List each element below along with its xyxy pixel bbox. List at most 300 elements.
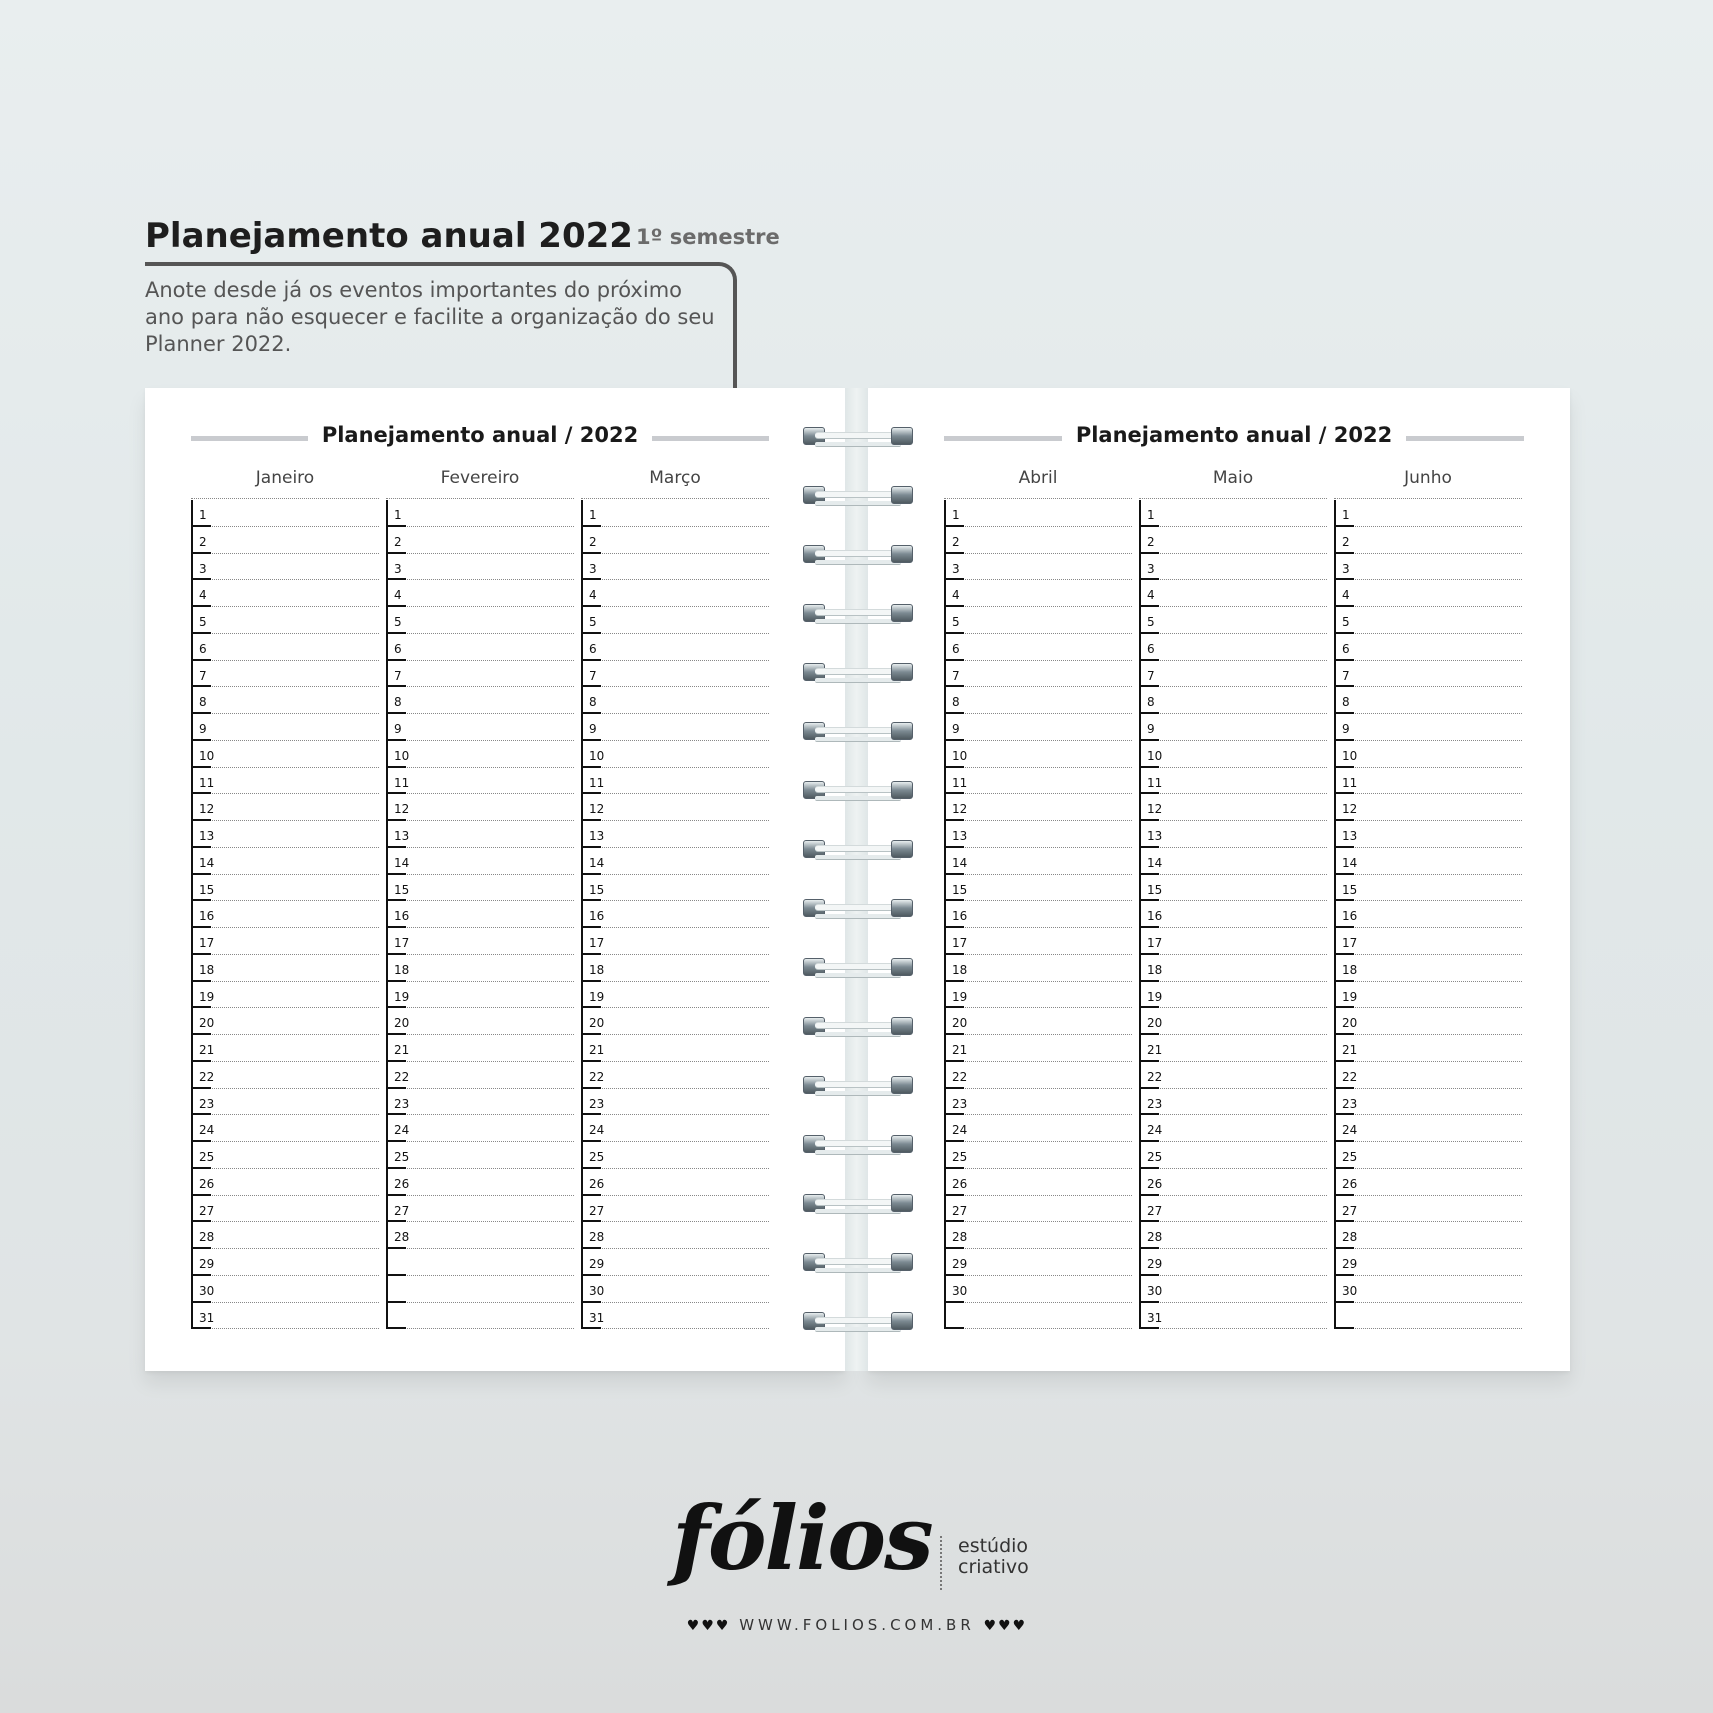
day-row[interactable]: [944, 500, 1132, 527]
day-row[interactable]: [1139, 1169, 1327, 1196]
day-row[interactable]: [581, 901, 769, 928]
day-row[interactable]: [191, 794, 379, 821]
ring-wire: [815, 845, 901, 852]
day-row[interactable]: [1139, 607, 1327, 634]
day-row[interactable]: [944, 1115, 1132, 1142]
day-row[interactable]: [1334, 1196, 1522, 1223]
day-row[interactable]: [581, 1276, 769, 1303]
day-row[interactable]: [191, 1089, 379, 1116]
day-row[interactable]: [191, 1115, 379, 1142]
day-number: 24: [1334, 1115, 1354, 1142]
day-row[interactable]: [191, 848, 379, 875]
day-row[interactable]: [1139, 1035, 1327, 1062]
day-number: [386, 1249, 406, 1276]
day-number: 5: [1334, 607, 1354, 634]
day-row[interactable]: [944, 955, 1132, 982]
month-name: Fevereiro: [440, 468, 520, 488]
day-row[interactable]: [386, 1089, 574, 1116]
day-number: 14: [1139, 848, 1159, 875]
day-row[interactable]: [1334, 982, 1522, 1009]
day-number: 26: [1139, 1169, 1159, 1196]
ring-cap: [891, 1135, 913, 1153]
day-row[interactable]: [581, 554, 769, 581]
day-row[interactable]: [191, 1169, 379, 1196]
day-row[interactable]: [1139, 661, 1327, 688]
day-number: 4: [1334, 580, 1354, 607]
day-row[interactable]: [386, 1169, 574, 1196]
day-number: 25: [1139, 1142, 1159, 1169]
day-number: 29: [581, 1249, 601, 1276]
day-row[interactable]: [386, 1035, 574, 1062]
day-row[interactable]: [1139, 741, 1327, 768]
day-row[interactable]: [581, 527, 769, 554]
day-row[interactable]: [191, 554, 379, 581]
day-row[interactable]: [944, 527, 1132, 554]
day-row[interactable]: [1139, 1276, 1327, 1303]
day-list: [386, 500, 574, 1329]
spiral-ring-icon: [803, 1074, 913, 1096]
day-row[interactable]: [1334, 687, 1522, 714]
day-row[interactable]: [944, 848, 1132, 875]
day-number: 17: [1139, 928, 1159, 955]
day-row[interactable]: [1139, 1008, 1327, 1035]
day-number: [386, 1276, 406, 1303]
day-row[interactable]: [191, 928, 379, 955]
heading-rule: [944, 436, 1062, 441]
heading-rule: [652, 436, 769, 441]
day-row[interactable]: [581, 1222, 769, 1249]
day-row[interactable]: [191, 955, 379, 982]
day-number: 18: [1334, 955, 1354, 982]
spiral-ring-icon: [803, 897, 913, 919]
day-row[interactable]: [191, 768, 379, 795]
day-row[interactable]: [1334, 1142, 1522, 1169]
day-row[interactable]: [581, 928, 769, 955]
day-row[interactable]: [386, 1115, 574, 1142]
day-row[interactable]: [1139, 1062, 1327, 1089]
day-row[interactable]: [386, 848, 574, 875]
day-list-top-rule: [386, 498, 574, 499]
day-number: 16: [1139, 901, 1159, 928]
day-row[interactable]: [944, 687, 1132, 714]
day-row[interactable]: [944, 1089, 1132, 1116]
day-row[interactable]: [386, 1249, 574, 1276]
day-number: 18: [1139, 955, 1159, 982]
ring-wire: [815, 904, 901, 911]
day-number: 11: [1139, 768, 1159, 795]
day-row[interactable]: [944, 1169, 1132, 1196]
day-row[interactable]: [191, 687, 379, 714]
day-row[interactable]: [581, 634, 769, 661]
day-row[interactable]: [386, 955, 574, 982]
day-number: 3: [1139, 554, 1159, 581]
spiral-ring-icon: [803, 720, 913, 742]
day-row[interactable]: [944, 821, 1132, 848]
day-row[interactable]: [1334, 500, 1522, 527]
day-row[interactable]: [386, 1222, 574, 1249]
day-row[interactable]: [1334, 928, 1522, 955]
day-row[interactable]: [386, 1196, 574, 1223]
day-number: 25: [386, 1142, 406, 1169]
day-row[interactable]: [581, 661, 769, 688]
day-row[interactable]: [1139, 1303, 1327, 1330]
day-list: [1139, 500, 1327, 1329]
day-row[interactable]: [1334, 580, 1522, 607]
ring-wire: [815, 1209, 901, 1214]
day-row[interactable]: [581, 1089, 769, 1116]
day-row[interactable]: [191, 1222, 379, 1249]
day-row[interactable]: [386, 1008, 574, 1035]
day-row[interactable]: [386, 901, 574, 928]
day-number: 16: [191, 901, 211, 928]
ring-wire: [815, 550, 901, 557]
day-row[interactable]: [1139, 1142, 1327, 1169]
day-row[interactable]: [581, 607, 769, 634]
day-row[interactable]: [191, 1062, 379, 1089]
day-row[interactable]: [386, 661, 574, 688]
day-row[interactable]: [386, 821, 574, 848]
day-row[interactable]: [191, 714, 379, 741]
day-row[interactable]: [1139, 714, 1327, 741]
day-row[interactable]: [1334, 554, 1522, 581]
ring-wire: [815, 1199, 901, 1206]
spiral-ring-icon: [803, 1192, 913, 1214]
day-row[interactable]: [1139, 982, 1327, 1009]
day-row[interactable]: [386, 580, 574, 607]
day-number: 23: [1334, 1089, 1354, 1116]
day-row[interactable]: [944, 1008, 1132, 1035]
day-row[interactable]: [1334, 1276, 1522, 1303]
day-row[interactable]: [581, 1196, 769, 1223]
day-number: 29: [191, 1249, 211, 1276]
ring-wire: [815, 609, 901, 616]
day-number: 2: [581, 527, 601, 554]
day-row[interactable]: [944, 901, 1132, 928]
day-row[interactable]: [1334, 661, 1522, 688]
day-row[interactable]: [1139, 955, 1327, 982]
day-row[interactable]: [944, 554, 1132, 581]
ring-wire: [815, 963, 901, 970]
day-row[interactable]: [1334, 634, 1522, 661]
day-row[interactable]: [944, 928, 1132, 955]
day-row[interactable]: [581, 1303, 769, 1330]
header-subtitle: 1º semestre: [636, 225, 780, 249]
ring-cap: [891, 1017, 913, 1035]
spiral-ring-icon: [803, 425, 913, 447]
day-number: 5: [1139, 607, 1159, 634]
day-number: 12: [944, 794, 964, 821]
day-number: 27: [581, 1196, 601, 1223]
day-number: 6: [386, 634, 406, 661]
day-number: 23: [1139, 1089, 1159, 1116]
ring-wire: [815, 796, 901, 801]
day-row[interactable]: [1139, 1249, 1327, 1276]
day-number: 11: [581, 768, 601, 795]
day-row[interactable]: [1334, 1089, 1522, 1116]
heading-rule: [191, 436, 308, 441]
day-number: 7: [191, 661, 211, 688]
day-row[interactable]: [191, 741, 379, 768]
ring-cap: [891, 1253, 913, 1271]
day-row[interactable]: [1334, 1169, 1522, 1196]
day-number: 19: [1334, 982, 1354, 1009]
day-row[interactable]: [944, 875, 1132, 902]
day-row[interactable]: [1334, 1115, 1522, 1142]
ring-cap: [891, 722, 913, 740]
ring-cap: [891, 545, 913, 563]
day-row[interactable]: [386, 1303, 574, 1330]
day-row[interactable]: [581, 687, 769, 714]
day-number: 23: [191, 1089, 211, 1116]
day-row[interactable]: [1139, 901, 1327, 928]
day-row[interactable]: [581, 1062, 769, 1089]
day-row[interactable]: [1139, 1222, 1327, 1249]
day-row[interactable]: [1334, 768, 1522, 795]
day-row[interactable]: [191, 982, 379, 1009]
ring-cap: [891, 604, 913, 622]
day-row[interactable]: [191, 1276, 379, 1303]
day-row[interactable]: [581, 500, 769, 527]
day-row[interactable]: [191, 1142, 379, 1169]
day-row[interactable]: [581, 982, 769, 1009]
day-row[interactable]: [1139, 928, 1327, 955]
day-number: [386, 1303, 406, 1330]
day-row[interactable]: [191, 1035, 379, 1062]
day-number: 22: [1334, 1062, 1354, 1089]
day-number: 5: [944, 607, 964, 634]
day-row[interactable]: [1334, 1035, 1522, 1062]
day-row[interactable]: [191, 1303, 379, 1330]
day-row[interactable]: [581, 875, 769, 902]
day-number: 12: [1334, 794, 1354, 821]
day-row[interactable]: [1139, 821, 1327, 848]
day-row[interactable]: [386, 794, 574, 821]
day-row[interactable]: [581, 1249, 769, 1276]
day-row[interactable]: [1334, 527, 1522, 554]
day-row[interactable]: [191, 607, 379, 634]
day-row[interactable]: [944, 661, 1132, 688]
day-row[interactable]: [386, 634, 574, 661]
day-row[interactable]: [581, 1142, 769, 1169]
day-number: 13: [944, 821, 964, 848]
day-number: 11: [1334, 768, 1354, 795]
day-number: 4: [191, 580, 211, 607]
day-list: [944, 500, 1132, 1329]
day-row[interactable]: [1334, 1222, 1522, 1249]
day-row[interactable]: [191, 875, 379, 902]
day-number: 6: [191, 634, 211, 661]
day-number: 4: [386, 580, 406, 607]
day-row[interactable]: [944, 1196, 1132, 1223]
day-row[interactable]: [581, 821, 769, 848]
spiral-ring-icon: [803, 661, 913, 683]
day-row[interactable]: [1139, 687, 1327, 714]
day-row[interactable]: [1334, 607, 1522, 634]
day-number: 17: [1334, 928, 1354, 955]
ring-cap: [891, 1312, 913, 1330]
day-row[interactable]: [386, 741, 574, 768]
day-row[interactable]: [386, 687, 574, 714]
day-number: 13: [1334, 821, 1354, 848]
day-row[interactable]: [944, 794, 1132, 821]
day-row[interactable]: [1139, 580, 1327, 607]
day-row[interactable]: [1139, 500, 1327, 527]
day-list-top-rule: [191, 498, 379, 499]
day-row[interactable]: [386, 875, 574, 902]
day-number: 3: [386, 554, 406, 581]
spiral-ring-icon: [803, 779, 913, 801]
day-row[interactable]: [944, 1249, 1132, 1276]
day-number: 14: [581, 848, 601, 875]
day-number: 1: [191, 500, 211, 527]
day-row[interactable]: [191, 661, 379, 688]
day-row[interactable]: [1334, 848, 1522, 875]
day-row[interactable]: [1139, 554, 1327, 581]
day-number: 21: [944, 1035, 964, 1062]
day-row[interactable]: [386, 607, 574, 634]
day-row[interactable]: [581, 1008, 769, 1035]
day-row[interactable]: [1334, 901, 1522, 928]
day-row[interactable]: [944, 1142, 1132, 1169]
day-row[interactable]: [386, 527, 574, 554]
ring-wire: [815, 1317, 901, 1324]
day-row[interactable]: [581, 1115, 769, 1142]
day-row[interactable]: [1139, 634, 1327, 661]
ring-wire: [815, 727, 901, 734]
day-row[interactable]: [944, 634, 1132, 661]
day-row[interactable]: [944, 607, 1132, 634]
day-row[interactable]: [944, 741, 1132, 768]
day-row[interactable]: [386, 1142, 574, 1169]
day-row[interactable]: [386, 714, 574, 741]
day-row[interactable]: [581, 794, 769, 821]
spiral-ring-icon: [803, 1251, 913, 1273]
day-number: 2: [944, 527, 964, 554]
ring-cap: [891, 427, 913, 445]
day-row[interactable]: [1139, 794, 1327, 821]
day-number: 18: [944, 955, 964, 982]
day-row[interactable]: [581, 1169, 769, 1196]
day-number: 30: [191, 1276, 211, 1303]
day-row[interactable]: [386, 554, 574, 581]
day-row[interactable]: [191, 634, 379, 661]
day-number: 28: [581, 1222, 601, 1249]
day-number: 16: [1334, 901, 1354, 928]
day-row[interactable]: [1139, 1089, 1327, 1116]
day-row[interactable]: [386, 768, 574, 795]
day-row[interactable]: [944, 982, 1132, 1009]
day-row[interactable]: [944, 1276, 1132, 1303]
day-row[interactable]: [1334, 741, 1522, 768]
day-row[interactable]: [191, 500, 379, 527]
day-row[interactable]: [386, 982, 574, 1009]
day-number: 15: [386, 875, 406, 902]
day-number: 19: [944, 982, 964, 1009]
heart-icon: ♥♥♥: [686, 1618, 731, 1634]
day-row[interactable]: [191, 1008, 379, 1035]
day-number: 24: [581, 1115, 601, 1142]
ring-wire: [815, 973, 901, 978]
day-row[interactable]: [1139, 875, 1327, 902]
day-number: 2: [1139, 527, 1159, 554]
day-row[interactable]: [386, 928, 574, 955]
day-number: 23: [944, 1089, 964, 1116]
day-number: 15: [581, 875, 601, 902]
day-row[interactable]: [1139, 1196, 1327, 1223]
day-row[interactable]: [944, 1303, 1132, 1330]
day-row[interactable]: [1334, 821, 1522, 848]
day-number: 15: [191, 875, 211, 902]
month-column: [191, 468, 379, 1329]
day-row[interactable]: [1139, 527, 1327, 554]
day-row[interactable]: [581, 714, 769, 741]
spiral-ring-icon: [803, 602, 913, 624]
ring-cap: [891, 958, 913, 976]
ring-cap: [891, 781, 913, 799]
day-row[interactable]: [581, 580, 769, 607]
day-number: 30: [1139, 1276, 1159, 1303]
day-row[interactable]: [581, 848, 769, 875]
day-row[interactable]: [191, 527, 379, 554]
day-row[interactable]: [1334, 714, 1522, 741]
day-row[interactable]: [1334, 875, 1522, 902]
day-number: 1: [386, 500, 406, 527]
day-row[interactable]: [581, 1035, 769, 1062]
day-row[interactable]: [1139, 1115, 1327, 1142]
day-number: 26: [1334, 1169, 1354, 1196]
day-row[interactable]: [1139, 848, 1327, 875]
day-number: 28: [944, 1222, 964, 1249]
day-row[interactable]: [191, 901, 379, 928]
day-row[interactable]: [386, 500, 574, 527]
day-row[interactable]: [1334, 1249, 1522, 1276]
day-list-top-rule: [1334, 498, 1522, 499]
day-row[interactable]: [944, 580, 1132, 607]
day-row[interactable]: [386, 1062, 574, 1089]
day-row[interactable]: [1334, 1303, 1522, 1330]
day-number: 1: [944, 500, 964, 527]
day-row[interactable]: [1334, 794, 1522, 821]
day-row[interactable]: [944, 1062, 1132, 1089]
day-row[interactable]: [944, 1035, 1132, 1062]
brand-logo: [672, 1486, 952, 1606]
day-list: [1334, 500, 1522, 1329]
day-number: 26: [581, 1169, 601, 1196]
ring-cap: [891, 1194, 913, 1212]
day-row[interactable]: [581, 741, 769, 768]
day-row[interactable]: [191, 580, 379, 607]
day-row[interactable]: [191, 1249, 379, 1276]
ring-wire: [815, 501, 901, 506]
day-row[interactable]: [1334, 1062, 1522, 1089]
day-row[interactable]: [581, 955, 769, 982]
spiral-ring-icon: [803, 484, 913, 506]
day-row[interactable]: [1334, 1008, 1522, 1035]
day-number: 27: [1334, 1196, 1354, 1223]
day-row[interactable]: [944, 1222, 1132, 1249]
day-number: 3: [944, 554, 964, 581]
day-row[interactable]: [944, 714, 1132, 741]
day-row[interactable]: [386, 1276, 574, 1303]
day-row[interactable]: [191, 821, 379, 848]
day-number: 3: [191, 554, 211, 581]
day-row[interactable]: [1139, 768, 1327, 795]
day-row[interactable]: [1334, 955, 1522, 982]
day-row[interactable]: [191, 1196, 379, 1223]
day-row[interactable]: [581, 768, 769, 795]
day-row[interactable]: [944, 768, 1132, 795]
ring-cap: [891, 899, 913, 917]
